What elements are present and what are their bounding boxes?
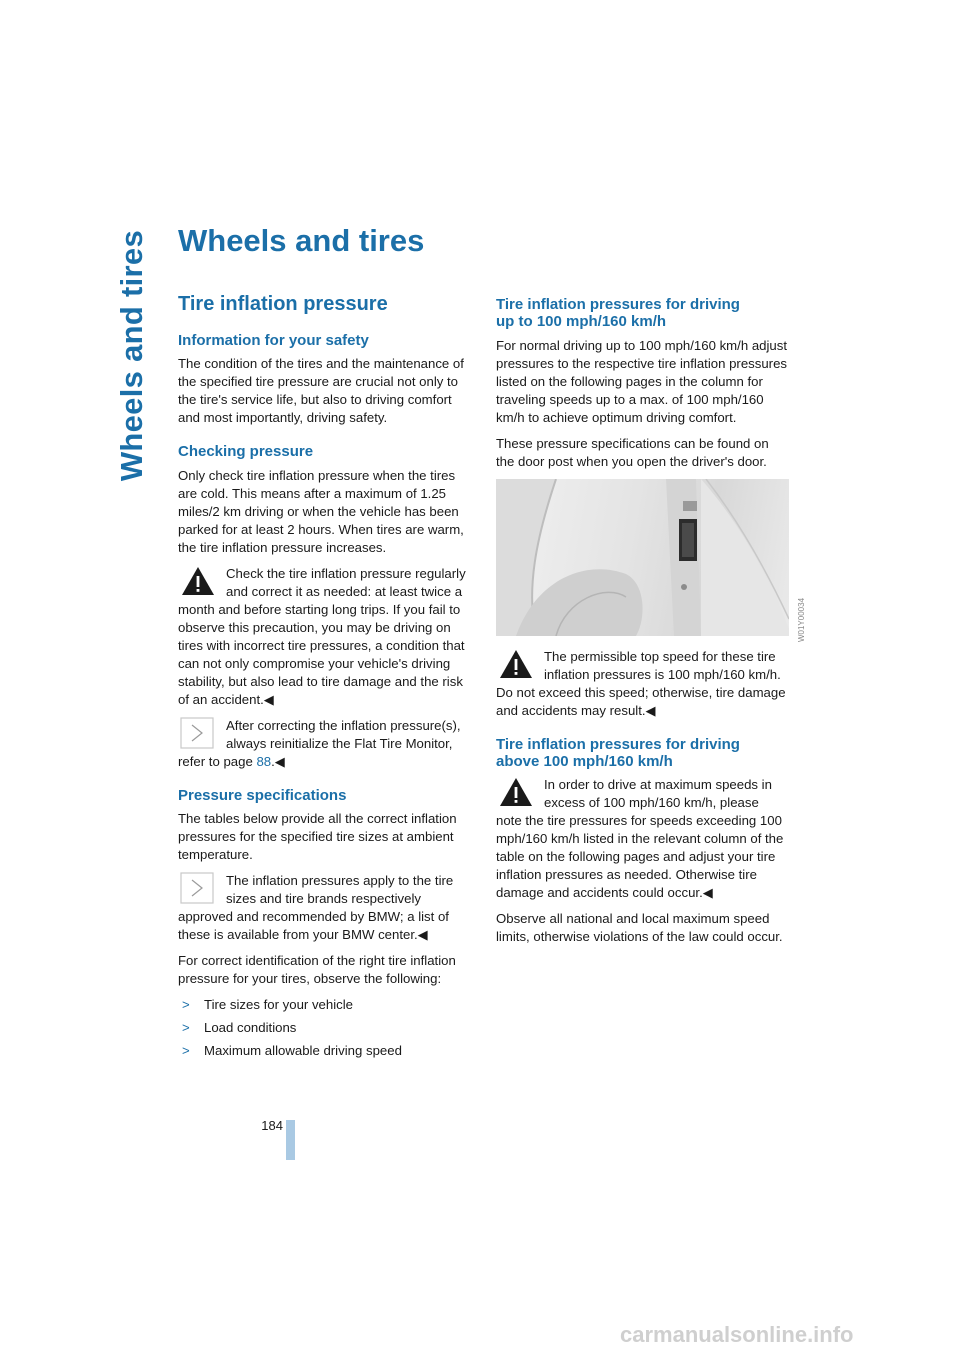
limits-paragraph: Observe all national and local maximum speed limits, otherwise violations of the law could occur. <box>496 911 783 944</box>
above-heading: Tire inflation pressures for driving above 100 mph/160 km/h <box>496 735 740 770</box>
list-item: > Tire sizes for your vehicle <box>182 996 354 1012</box>
above-warning <box>496 776 788 902</box>
spec-paragraph: The tables below provide all the correct inflation pressures for the specified tire sizes at ambient temperature. <box>178 810 457 862</box>
info-paragraph: The condition of the tires and the maintenance of the specified tire pressure are crucial not only to the tire's service life, but also to driving comfort and most importantly, driving safety. <box>178 356 464 426</box>
spec-note <box>178 872 470 944</box>
bullet-marker: > <box>182 1019 190 1035</box>
checking-note-end: .◀ <box>271 753 285 769</box>
checking-warning <box>178 565 470 709</box>
door-post-photo <box>496 479 789 636</box>
above-warning-text: In order to drive at maximum speeds in excess of 100 mph/160 km/h, please note the tire pressures for speeds exceeding 100 mph/160 km/h listed in the relevant column of the table on the following pages and adjust your tire inflation pressures as needed. Otherwise tire damage and accidents could occur.◀ <box>496 777 784 900</box>
section-title: Tire inflation pressure <box>178 293 388 315</box>
ident-paragraph: For correct identification of the right tire inflation pressure for your tires, observe the following: <box>178 952 456 986</box>
side-chapter-tab <box>112 230 152 510</box>
photo-reference-code: W01Y00034 <box>797 597 806 643</box>
page-number: 184 <box>261 1118 283 1133</box>
spec-note-text: The inflation pressures apply to the tire sizes and tire brands respectively approved and recommended by BMW; a list of these is available from your BMW center.◀ <box>178 872 454 942</box>
list-item: > Maximum allowable driving speed <box>182 1042 402 1058</box>
upto-paragraph: For normal driving up to 100 mph/160 km/h adjust pressures to the respective tire inflation pressures listed on the following pages in the column for traveling speeds up to a max. of 100 mph/160 km/h to achieve optimum driving comfort. <box>496 337 788 425</box>
upto-warning <box>496 648 788 720</box>
page-88-link[interactable]: 88 <box>256 753 272 769</box>
warning-triangle-icon <box>496 646 536 682</box>
warning-triangle-icon <box>178 563 218 599</box>
bullet-marker: > <box>182 996 190 1012</box>
side-chapter-label: Wheels and tires <box>114 230 149 482</box>
note-arrow-icon <box>178 870 218 906</box>
door-paragraph: These pressure specifications can be found on the door post when you open the driver's door. <box>496 435 769 469</box>
checking-warning-text: Check the tire inflation pressure regularly and correct it as needed: at least twice a month and before starting long trips. If you fail to observe this precaution, you may be driving on tires with incorrect tire pressures, a condition that can not only compromise your vehicle's driving stability, but also lead to tire damage and the risk of an accident.◀ <box>178 565 466 707</box>
checking-note-text: After correcting the inflation pressure(s), always reinitialize the Flat Tire Monitor, refer to page <box>178 717 461 769</box>
checking-note <box>178 717 470 771</box>
page-title: Wheels and tires <box>178 223 425 258</box>
right-column <box>496 292 788 954</box>
info-heading: Information for your safety <box>178 332 369 349</box>
bullet-marker: > <box>182 1042 190 1058</box>
page-number-bar <box>286 1120 295 1160</box>
warning-triangle-icon <box>496 774 536 810</box>
spec-heading: Pressure specifications <box>178 786 347 804</box>
list-item: > Load conditions <box>182 1019 297 1035</box>
upto-warning-text: The permissible top speed for these tire inflation pressures is 100 mph/160 km/h. Do not exceed this speed; otherwise, tire damage and accidents may result.◀ <box>496 648 786 718</box>
checking-heading: Checking pressure <box>178 443 314 461</box>
note-arrow-icon <box>178 715 218 751</box>
watermark: carmanualsonline.info <box>620 1322 854 1347</box>
upto-heading: Tire inflation pressures for driving up to 100 mph/160 km/h <box>496 296 740 331</box>
checking-paragraph: Only check tire inflation pressure when the tires are cold. This means after a maximum of 1.25 miles/2 km driving or when the vehicle has been parked for at least 2 hours. When tires are warm, the tire inflation pressure increases. <box>178 467 464 555</box>
left-column <box>178 292 470 1065</box>
requirements-list <box>178 996 470 1060</box>
